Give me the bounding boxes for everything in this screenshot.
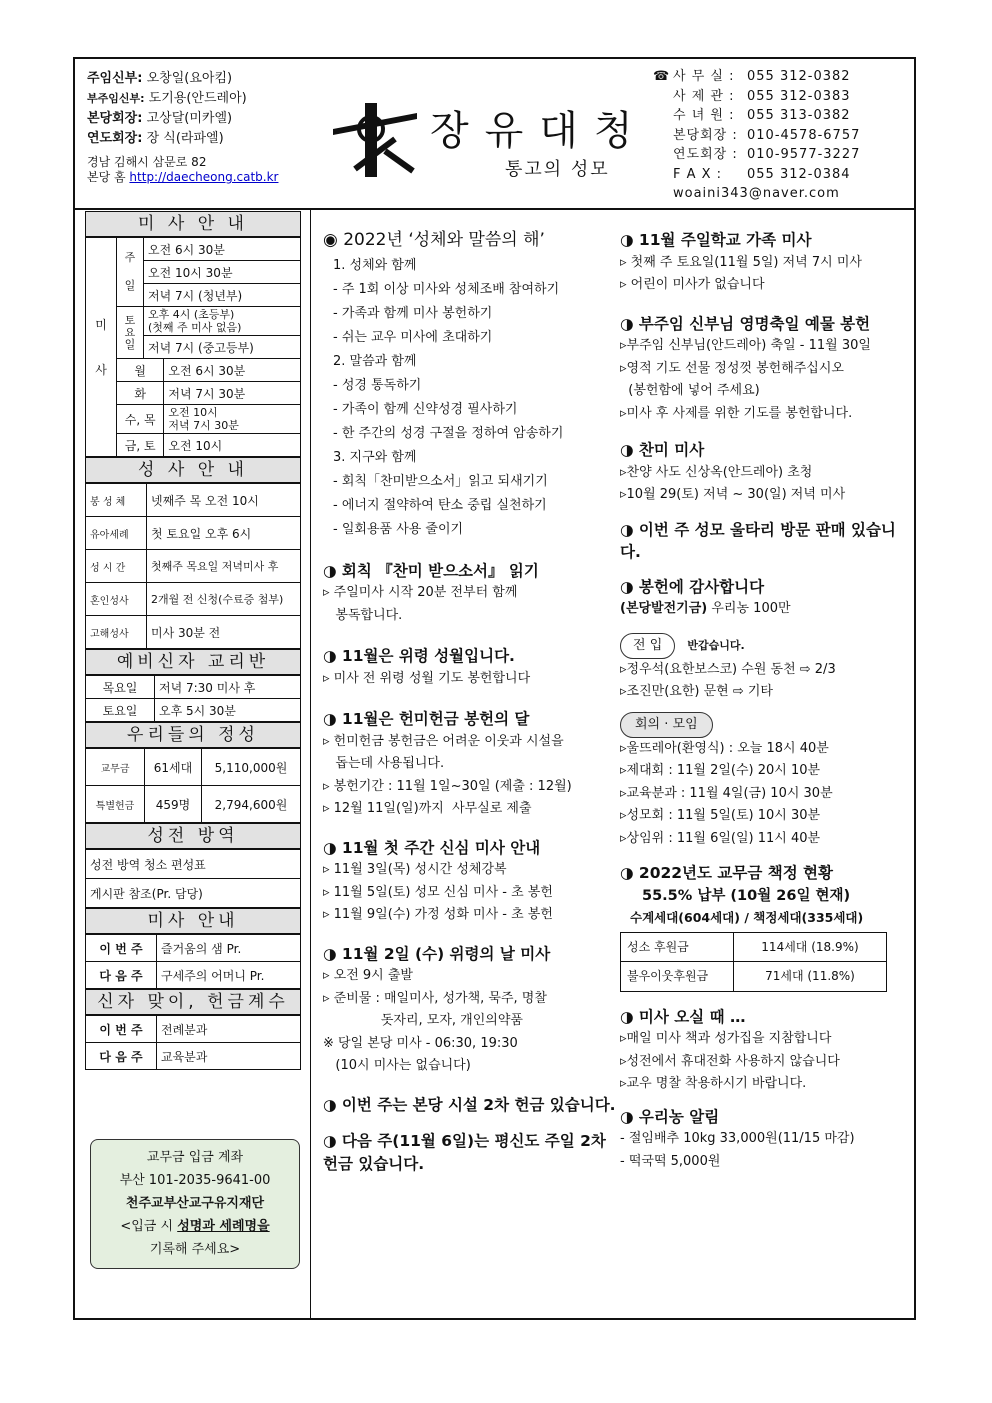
list-item: ▹ 11월 5일(토) 성모 신심 미사 - 초 봉헌	[323, 884, 553, 900]
thanks-value: 우리농 100만	[707, 601, 791, 616]
list-item: 3. 지구와 함께	[333, 449, 417, 465]
weekday-label: 화	[117, 382, 164, 405]
sacrament-value: 첫째주 목요일 저녁미사 후	[147, 550, 301, 583]
list-item: ▹교육분과 : 11월 4일(금) 10시 30분	[620, 785, 833, 801]
contact-value: 055 312-0384	[747, 166, 851, 182]
meetings-label: 회의 · 모임	[620, 712, 713, 738]
saturday-time: 오후 4시 (초등부) (첫째 주 미사 없음)	[144, 307, 301, 336]
sacrament-key: 성 시 간	[86, 550, 147, 583]
list-item: ▹교우 명찰 착용하시기 바랍니다.	[620, 1076, 807, 1091]
contact-value: 055 312-0383	[747, 88, 851, 104]
mass-guide-table	[85, 934, 301, 989]
list-item: - 회칙「찬미받으소서」읽고 되새기기	[333, 473, 548, 489]
list-item: - 성경 통독하기	[333, 377, 422, 393]
list-item: - 에너지 절약하여 탄소 중립 실천하기	[333, 497, 547, 513]
dues-households: 수계세대(604세대) / 책정세대(335세대)	[630, 910, 864, 925]
list-item: ▹정우석(요한보스코) 수원 동천 ⇨ 2/3	[620, 661, 836, 677]
catechism-title: 예비신자 교리반	[85, 649, 301, 675]
sacrament-key: 유아세례	[86, 517, 147, 550]
left-column	[85, 211, 303, 1070]
all-souls-title: ◑ 11월 2일 (수) 위령의 날 미사	[323, 944, 551, 963]
list-item: - 일회용품 사용 줄이기	[333, 521, 464, 537]
sacrament-key: 봉 성 체	[86, 484, 147, 517]
cleaning-line: 성전 방역 청소 편성표	[86, 850, 301, 879]
sacrament-value: 첫 토요일 오후 6시	[147, 517, 301, 550]
feast-offering-title: ◑ 부주임 신부님 영명축일 예물 봉헌	[620, 314, 871, 333]
thanks-key: (본당발전기금)	[620, 601, 708, 616]
list-item: ▹조진만(요한) 문현 ⇨ 기타	[620, 684, 773, 699]
contact-value: 010-9577-3227	[747, 147, 861, 162]
week-label: 다 음 주	[86, 1043, 157, 1070]
transfer-in-label: 전 입	[620, 633, 675, 659]
support-type: 성소 후원금	[621, 932, 734, 962]
address: 경남 김해시 삼문로 82	[87, 155, 207, 169]
account-box	[90, 1139, 300, 1269]
offering-count: 61세대	[145, 749, 202, 786]
list-item: - 한 주간의 성경 구절을 정하여 암송하기	[333, 425, 564, 441]
weekday-label: 월	[117, 359, 164, 382]
mass-guide-title: 미사 안내	[85, 908, 301, 934]
weekday-time: 오전 10시 저녁 7시 30분	[164, 405, 301, 434]
welcome-title: 신자 맞이, 헌금계수	[85, 989, 301, 1015]
offering-type: 교무금	[86, 749, 145, 786]
account-holder: 천주교부산교구유지재단	[125, 1196, 265, 1211]
contact-label: F A X :	[673, 166, 723, 182]
list-item: 2. 말씀과 함께	[333, 353, 417, 369]
staff-name: 고상달(미카엘)	[146, 111, 233, 126]
list-item: - 절임배추 10kg 33,000원(11/15 마감)	[620, 1131, 855, 1146]
support-table	[620, 932, 887, 992]
list-item: ▹미사 후 사제를 위한 기도를 봉헌합니다.	[620, 405, 853, 421]
farm-notice-title: ◑ 우리농 알림	[620, 1107, 720, 1126]
sacrament-title: 성 사 안 내	[85, 457, 301, 483]
staff-name: 장 식(라파엘)	[146, 131, 224, 146]
sacrament-key: 고해성사	[86, 616, 147, 649]
offering-amount: 5,110,000원	[202, 749, 301, 786]
sunday-time: 오전 10시 30분	[144, 261, 301, 284]
list-item: ▹10월 29(토) 저녁 ~ 30(일) 저녁 미사	[620, 487, 846, 502]
list-item: ▹ 어린이 미사가 없습니다	[620, 277, 765, 292]
offering-count: 459명	[145, 786, 202, 823]
list-item: - 떡국떡 5,000원	[620, 1153, 721, 1169]
second-collection-notice: ◑ 다음 주(11월 6일)는 평신도 주일 2차 헌금 있습니다.	[323, 1132, 606, 1173]
list-item: (봉헌함에 넣어 주세요)	[620, 383, 760, 398]
account-note: <입금 시	[120, 1219, 178, 1234]
list-item: 봉독합니다.	[323, 607, 403, 623]
contact-value: 010-4578-6757	[747, 127, 861, 143]
staff-role: 연도회장:	[87, 131, 143, 146]
staff-list	[87, 69, 278, 185]
souls-month-title: ◑ 11월은 위령 성월입니다.	[323, 647, 515, 665]
saturday-time: 저녁 7시 (중고등부)	[144, 336, 301, 359]
weekday-time: 저녁 7시 30분	[164, 382, 301, 405]
praise-mass-title: ◑ 찬미 미사	[620, 441, 705, 459]
list-item: ▹성모회 : 11월 5일(토) 10시 30분	[620, 808, 821, 823]
bulletin-header	[75, 59, 914, 210]
contact-label: 사 제 관 :	[673, 88, 735, 104]
list-item: ▹ 주일미사 시작 20분 전부터 함께	[323, 585, 518, 600]
account-number: 부산 101-2035-9641-00	[119, 1173, 271, 1188]
phone-icon: ☎	[653, 69, 671, 84]
mass-schedule-table	[85, 237, 301, 457]
sacrament-value: 넷째주 목 오전 10시	[147, 484, 301, 517]
list-item: 돗자리, 모자, 개인의약품	[323, 1013, 523, 1028]
sunday-time: 오전 6시 30분	[144, 238, 301, 261]
staff-role: 부주임신부:	[87, 92, 145, 105]
weekday-label: 수, 목	[117, 405, 164, 434]
shop-notice: ◑ 이번 주 성모 울타리 방문 판매 있습니다.	[620, 520, 896, 561]
homepage-label: 본당 홈	[87, 170, 126, 184]
catechism-day: 목요일	[86, 676, 155, 699]
sacrament-value: 2개월 전 신청(수료증 첨부)	[147, 583, 301, 616]
family-mass-title: ◑ 11월 주일학교 가족 미사	[620, 231, 812, 249]
weekday-time: 오전 6시 30분	[164, 359, 301, 382]
second-collection-notice: ◑ 이번 주는 본당 시설 2차 헌금 있습니다.	[323, 1095, 616, 1114]
sacrament-value: 미사 30분 전	[147, 616, 301, 649]
list-item: ▹ 봉헌기간 : 11월 1일~30일 (제출 : 12월)	[323, 778, 572, 794]
list-item: ▹ 12월 11일(일)까지 사무실로 제출	[323, 801, 532, 816]
list-item: - 쉬는 교우 미사에 초대하기	[333, 329, 493, 345]
support-value: 114세대 (18.9%)	[734, 932, 887, 962]
list-item: 1. 성체와 함께	[333, 257, 417, 273]
encyclical-title: ◑ 회칙 『찬미 받으소서』 읽기	[323, 561, 539, 580]
offering-title: 우리들의 정성	[85, 722, 301, 748]
list-item: ▹ 오전 9시 출발	[323, 968, 413, 983]
cleaning-table	[85, 849, 301, 908]
catechism-time: 오후 5시 30분	[155, 699, 301, 722]
contact-label: 사 무 실 :	[673, 69, 735, 84]
contact-label: 수 녀 원 :	[673, 108, 735, 123]
list-item: - 가족이 함께 신약성경 필사하기	[333, 401, 518, 417]
list-item: ▹성전에서 휴대전화 사용하지 않습니다	[620, 1053, 840, 1069]
weekday-label: 금, 토	[117, 434, 164, 457]
group-name: 전례분과	[157, 1016, 301, 1043]
contact-value: 055 312-0382	[747, 69, 851, 84]
staff-name: 도기용(안드레아)	[148, 91, 247, 106]
week-label: 다 음 주	[86, 962, 157, 989]
week-label: 이 번 주	[86, 1016, 157, 1043]
bulletin-frame	[73, 57, 916, 1320]
column-divider	[310, 210, 311, 1320]
list-item: - 주 1회 이상 미사와 성체조배 참여하기	[333, 281, 560, 297]
harvest-offering-title: ◑ 11월은 헌미헌금 봉헌의 달	[323, 710, 530, 728]
contact-value: 055 313-0382	[747, 108, 851, 123]
list-item: ▹ 11월 3일(목) 성시간 성체강복	[323, 862, 507, 877]
when-coming-title: ◑ 미사 오실 때 …	[620, 1007, 746, 1026]
saturday-label: 토 요 일	[117, 307, 144, 359]
contact-list	[653, 67, 860, 204]
cleaning-title: 성전 방역	[85, 823, 301, 849]
list-item: ▹영적 기도 선물 정성껏 봉헌해주십시오	[620, 360, 844, 376]
parish-cross-logo	[325, 99, 425, 179]
homepage-link[interactable]: http://daecheong.catb.kr	[129, 170, 279, 184]
bulletin-subtitle: 통고의 성모	[505, 159, 610, 180]
catechism-table	[85, 675, 301, 722]
list-item: ▹제대회 : 11월 2일(수) 20시 10분	[620, 763, 821, 778]
staff-role: 본당회장:	[87, 111, 143, 126]
list-item: ▹상임위 : 11월 6일(일) 11시 40분	[620, 830, 821, 846]
list-item: ▹ 헌미헌금 봉헌금은 어려운 이웃과 시설을	[323, 733, 564, 749]
year-theme-title: ◉ 2022년 ‘성체와 말씀의 해’	[323, 230, 545, 250]
sunday-label: 주 일	[117, 238, 144, 307]
mass-side-label: 미 사	[86, 238, 117, 457]
account-title: 교무금 입금 계좌	[146, 1150, 244, 1165]
list-item: ▹ 준비물 : 매일미사, 성가책, 묵주, 명찰	[323, 990, 547, 1006]
week-label: 이 번 주	[86, 935, 157, 962]
list-item: ▹매일 미사 책과 성가집을 지참합니다	[620, 1031, 832, 1046]
list-item: ▹ 11월 9일(수) 가정 성화 미사 - 초 봉헌	[323, 907, 553, 922]
catechism-day: 토요일	[86, 699, 155, 722]
bulletin-title: 장유대청	[430, 108, 649, 154]
list-item: ▹부주임 신부님(안드레아) 축일 - 11월 30일	[620, 338, 871, 353]
list-item: 돕는데 사용됩니다.	[323, 756, 445, 771]
account-note: 기록해 주세요>	[149, 1242, 241, 1257]
first-week-title: ◑ 11월 첫 주간 신심 미사 안내	[323, 838, 541, 857]
cleaning-line: 게시판 참조(Pr. 담당)	[86, 879, 301, 908]
group-name: 교육분과	[157, 1043, 301, 1070]
right-column	[620, 229, 910, 1173]
offering-type: 특별헌금	[86, 786, 145, 823]
group-name: 구세주의 어머니 Pr.	[157, 962, 301, 989]
staff-role: 주임신부:	[87, 71, 143, 86]
contact-label: 본당회장 :	[673, 127, 738, 143]
account-note-emphasis: 성명과 세례명을	[177, 1219, 270, 1234]
group-name: 즐거움의 샘 Pr.	[157, 935, 301, 962]
welcome-text: 반갑습니다.	[687, 638, 745, 652]
list-item: ※ 당일 본당 미사 - 06:30, 19:30	[323, 1035, 518, 1051]
sacrament-table	[85, 483, 301, 649]
staff-name: 오창일(요아킴)	[146, 71, 233, 86]
email[interactable]: woaini343@naver.com	[673, 186, 840, 201]
list-item: ▹울뜨레아(환영식) : 오늘 18시 40분	[620, 740, 829, 756]
thanks-title: ◑ 봉헌에 감사합니다	[620, 577, 765, 596]
support-type: 불우이웃후원금	[621, 962, 734, 992]
dues-title: ◑ 2022년도 교무금 책정 현황	[620, 864, 834, 882]
year-theme-list	[323, 254, 623, 542]
sacrament-key: 혼인성사	[86, 583, 147, 616]
middle-column	[323, 229, 623, 1175]
weekday-time: 오전 10시	[164, 434, 301, 457]
offering-amount: 2,794,600원	[202, 786, 301, 823]
offering-table	[85, 748, 301, 823]
support-value: 71세대 (11.8%)	[734, 962, 887, 992]
list-item: ▹ 미사 전 위령 성월 기도 봉헌합니다	[323, 670, 531, 686]
contact-label: 연도회장 :	[673, 147, 738, 162]
catechism-time: 저녁 7:30 미사 후	[155, 676, 301, 699]
list-item: (10시 미사는 없습니다)	[323, 1058, 471, 1073]
list-item: ▹찬양 사도 신상옥(안드레아) 초청	[620, 464, 813, 480]
mass-schedule-title: 미 사 안 내	[85, 211, 301, 237]
list-item: ▹ 첫째 주 토요일(11월 5일) 저녁 7시 미사	[620, 254, 862, 270]
list-item: - 가족과 함께 미사 봉헌하기	[333, 305, 493, 321]
sunday-time: 저녁 7시 (청년부)	[144, 284, 301, 307]
welcome-table	[85, 1015, 301, 1070]
dues-rate: 55.5% 납부 (10월 26일 현재)	[642, 887, 851, 904]
